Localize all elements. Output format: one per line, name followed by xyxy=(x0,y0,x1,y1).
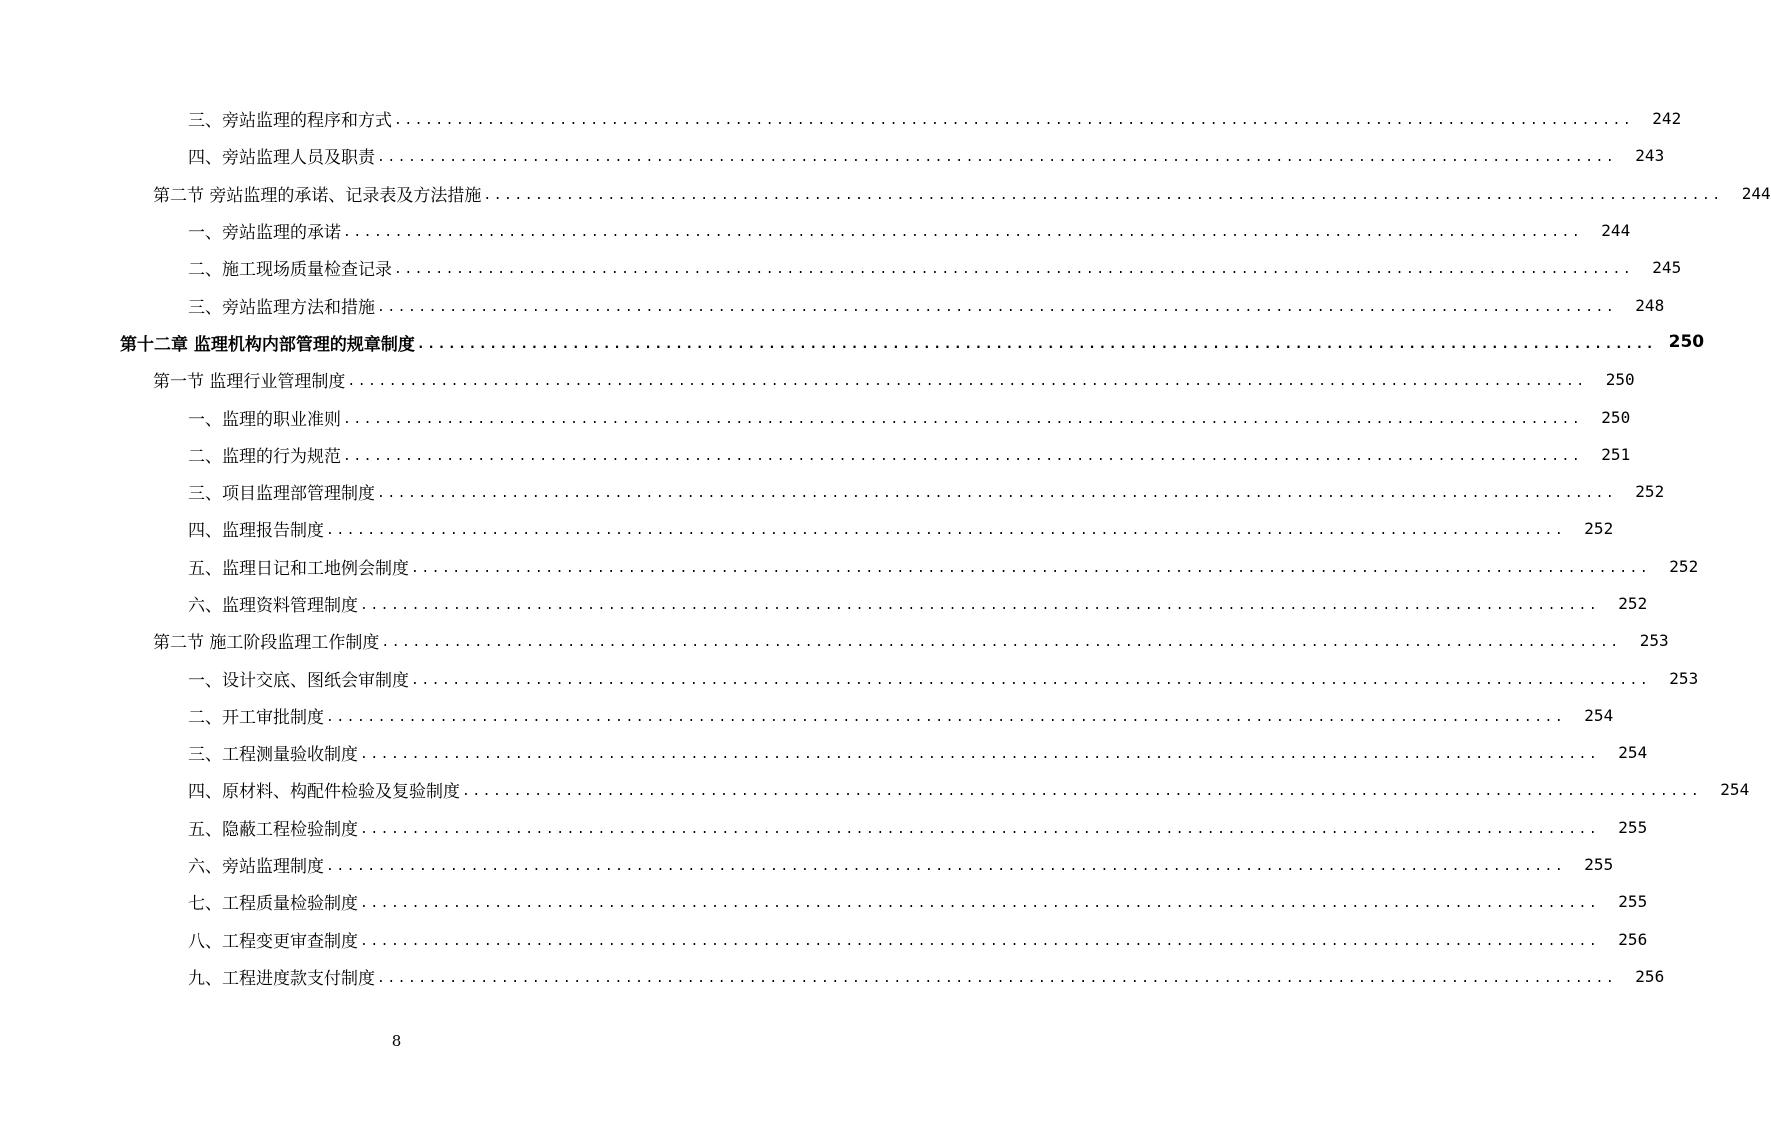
toc-dot-leader: ........................................................................................................................ xyxy=(381,635,1621,651)
toc-subsection-entry[interactable] xyxy=(0,697,1614,734)
toc-entry-title: 四、监理报告制度 xyxy=(188,521,324,542)
toc-subsection-entry[interactable] xyxy=(0,921,1648,958)
toc-dot-leader: ........................................................................................................................ xyxy=(343,448,1583,464)
toc-entry-page: 248 xyxy=(1635,295,1665,315)
toc-dot-leader: ........................................................................................................................ xyxy=(462,784,1702,800)
toc-dot-leader: ........................................................................................................................ xyxy=(343,225,1583,241)
table-of-contents xyxy=(0,100,1771,995)
toc-subsection-entry[interactable] xyxy=(0,100,1682,137)
toc-subsection-entry[interactable] xyxy=(0,249,1682,286)
toc-entry-title: 第二节 施工阶段监理工作制度 xyxy=(153,633,380,654)
toc-entry-page: 252 xyxy=(1584,519,1614,539)
toc-entry-title: 二、开工审批制度 xyxy=(188,707,324,728)
toc-dot-leader: ........................................................................................................................ xyxy=(326,859,1566,875)
toc-entry-title: 一、监理的职业准则 xyxy=(188,409,341,430)
toc-entry-page: 242 xyxy=(1652,109,1682,129)
toc-entry-title: 三、项目监理部管理制度 xyxy=(188,484,375,505)
toc-subsection-entry[interactable] xyxy=(0,212,1631,249)
toc-dot-leader: ........................................................................................................................ xyxy=(411,672,1651,688)
toc-entry-page: 255 xyxy=(1618,892,1648,912)
toc-dot-leader: ........................................................................................................................ xyxy=(377,299,1617,315)
toc-entry-page: 253 xyxy=(1669,668,1699,688)
toc-entry-page: 244 xyxy=(1741,183,1771,203)
toc-subsection-entry[interactable] xyxy=(0,883,1648,920)
toc-entry-page: 252 xyxy=(1669,556,1699,576)
toc-subsection-entry[interactable] xyxy=(0,473,1665,510)
toc-dot-leader: ........................................................................................................................ xyxy=(483,187,1723,203)
toc-subsection-entry[interactable] xyxy=(0,846,1614,883)
toc-dot-leader: ........................................................................................................................ xyxy=(394,113,1634,129)
toc-dot-leader: ........................................................................................................................ xyxy=(377,970,1617,986)
toc-entry-title: 二、施工现场质量检查记录 xyxy=(188,260,392,281)
toc-entry-title: 八、工程变更审查制度 xyxy=(188,931,358,952)
toc-entry-title: 四、旁站监理人员及职责 xyxy=(188,148,375,169)
toc-entry-title: 六、旁站监理制度 xyxy=(188,857,324,878)
toc-subsection-entry[interactable] xyxy=(0,510,1614,547)
toc-entry-page: 250 xyxy=(1668,332,1705,353)
toc-entry-title: 一、旁站监理的承诺 xyxy=(188,223,341,244)
toc-section-entry[interactable] xyxy=(0,622,1669,659)
toc-entry-title: 九、工程进度款支付制度 xyxy=(188,968,375,989)
toc-entry-page: 256 xyxy=(1635,966,1665,986)
toc-dot-leader: ........................................................................................................................ xyxy=(326,523,1566,539)
toc-entry-title: 第一节 监理行业管理制度 xyxy=(153,372,346,393)
toc-dot-leader: ........................................................................................................................ xyxy=(360,896,1600,912)
toc-subsection-entry[interactable] xyxy=(0,548,1699,585)
toc-entry-page: 252 xyxy=(1618,594,1648,613)
toc-entry-page: 252 xyxy=(1635,482,1665,502)
toc-entry-page: 253 xyxy=(1639,631,1669,651)
toc-entry-title: 四、原材料、构配件检验及复验制度 xyxy=(188,782,460,803)
toc-entry-page: 244 xyxy=(1601,221,1631,241)
toc-entry-title: 七、工程质量检验制度 xyxy=(188,894,358,915)
toc-entry-page: 250 xyxy=(1601,407,1631,427)
toc-entry-page: 245 xyxy=(1652,258,1682,278)
toc-entry-page: 256 xyxy=(1618,929,1648,949)
toc-entry-title: 第二节 旁站监理的承诺、记录表及方法措施 xyxy=(153,185,482,206)
toc-entry-title: 三、旁站监理方法和措施 xyxy=(188,297,375,318)
toc-dot-leader: ........................................................................................................................ xyxy=(343,411,1583,427)
toc-subsection-entry[interactable] xyxy=(0,809,1648,846)
toc-subsection-entry[interactable] xyxy=(0,137,1665,174)
toc-entry-page: 250 xyxy=(1605,370,1635,390)
toc-dot-leader: ........................................................................................................................ xyxy=(360,747,1600,763)
toc-dot-leader: ........................................................................................................................ xyxy=(360,821,1600,837)
toc-entry-page: 255 xyxy=(1618,817,1648,837)
toc-subsection-entry[interactable] xyxy=(0,958,1665,995)
toc-entry-title: 六、监理资料管理制度 xyxy=(188,596,358,616)
toc-dot-leader: ........................................................................................................................ xyxy=(377,486,1617,502)
toc-section-entry[interactable] xyxy=(0,175,1771,212)
toc-subsection-entry[interactable] xyxy=(0,398,1631,435)
toc-subsection-entry[interactable] xyxy=(0,286,1665,323)
toc-section-entry[interactable] xyxy=(0,361,1635,398)
toc-subsection-entry[interactable] xyxy=(0,585,1648,622)
toc-entry-page: 251 xyxy=(1601,444,1631,464)
page-number: 8 xyxy=(391,1032,402,1050)
toc-dot-leader: ........................................................................................................................ xyxy=(416,336,1657,352)
toc-dot-leader: ........................................................................................................................ xyxy=(326,709,1566,725)
toc-subsection-entry[interactable] xyxy=(0,436,1631,473)
toc-dot-leader: ........................................................................................................................ xyxy=(411,560,1651,576)
toc-entry-title: 五、监理日记和工地例会制度 xyxy=(188,558,409,579)
toc-dot-leader: ........................................................................................................................ xyxy=(394,262,1634,278)
toc-entry-title: 三、旁站监理的程序和方式 xyxy=(188,111,392,132)
toc-subsection-entry[interactable] xyxy=(0,659,1699,696)
toc-entry-page: 255 xyxy=(1584,855,1614,875)
toc-dot-leader: ........................................................................................................................ xyxy=(360,598,1600,613)
toc-entry-page: 254 xyxy=(1720,780,1750,800)
toc-chapter-entry[interactable] xyxy=(0,324,1705,361)
toc-entry-title: 第十二章 监理机构内部管理的规章制度 xyxy=(120,334,415,355)
toc-entry-page: 243 xyxy=(1635,146,1665,166)
toc-subsection-entry[interactable] xyxy=(0,771,1750,808)
toc-subsection-entry[interactable] xyxy=(0,734,1648,771)
toc-entry-title: 五、隐蔽工程检验制度 xyxy=(188,819,358,840)
toc-entry-page: 254 xyxy=(1584,705,1614,725)
toc-entry-title: 三、工程测量验收制度 xyxy=(188,745,358,766)
toc-dot-leader: ........................................................................................................................ xyxy=(347,374,1587,390)
toc-entry-title: 一、设计交底、图纸会审制度 xyxy=(188,670,409,691)
toc-entry-title: 二、监理的行为规范 xyxy=(188,446,341,467)
toc-dot-leader: ........................................................................................................................ xyxy=(377,150,1617,166)
toc-dot-leader: ........................................................................................................................ xyxy=(360,933,1600,949)
toc-entry-page: 254 xyxy=(1618,743,1648,763)
